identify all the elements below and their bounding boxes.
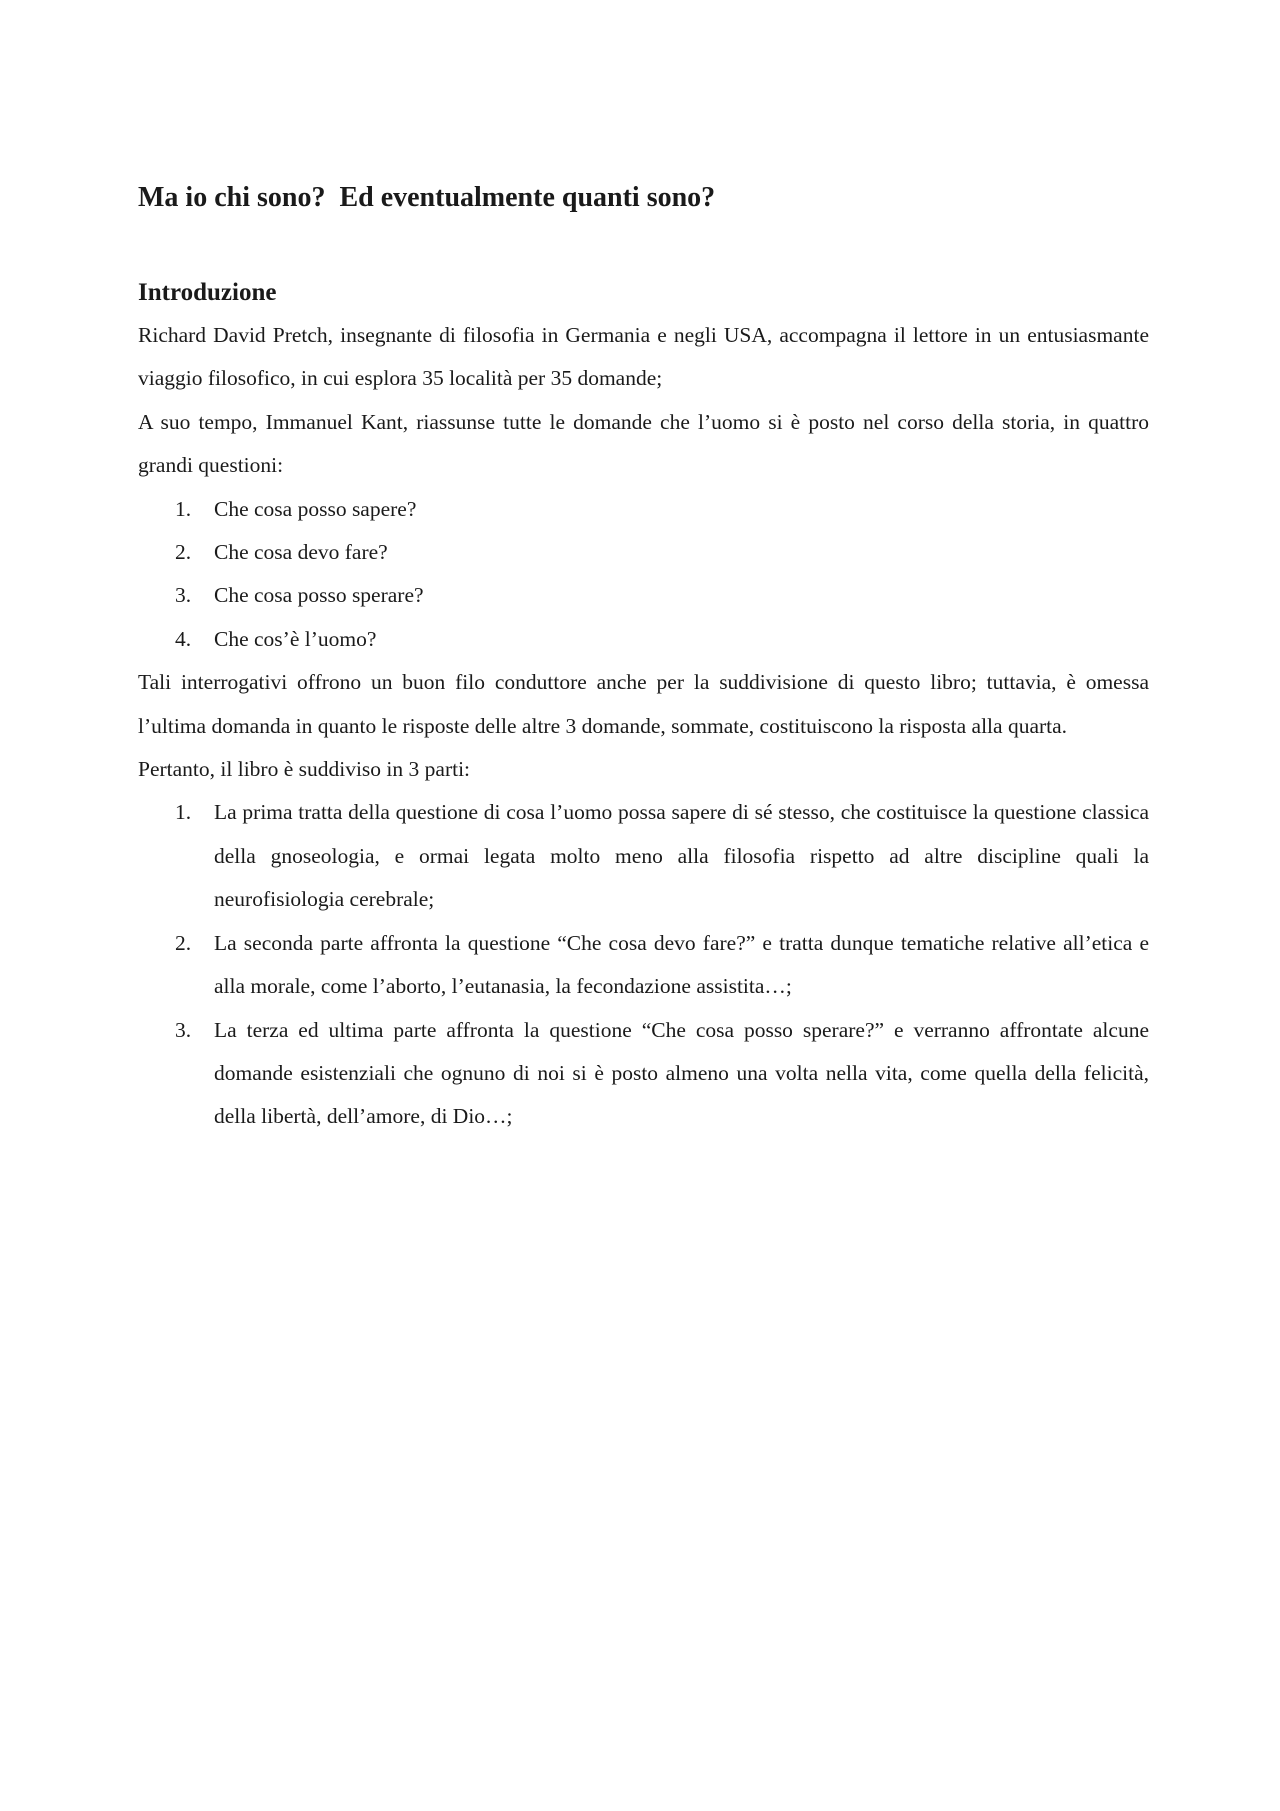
list-item-number: 3.	[175, 1017, 192, 1042]
list-item	[138, 574, 1149, 617]
list-item-text: La prima tratta della questione di cosa l’uomo possa sapere di sé stesso, che costituisce la questione classica della gnoseologia, e ormai legata molto meno alla filosofia rispetto ad altre discipline quali la neurofisiologia cerebrale;	[214, 800, 1149, 912]
list-item-number: 2.	[175, 540, 192, 565]
section-heading: Introduzione	[138, 279, 277, 306]
list-item-text: Che cosa posso sperare?	[214, 583, 424, 608]
list-item-number: 1.	[175, 800, 192, 825]
kant-questions-list	[138, 488, 1149, 662]
document-title: Ma io chi sono? Ed eventualmente quanti sono?	[138, 182, 716, 213]
book-parts-list	[138, 791, 1149, 1138]
list-item-number: 4.	[175, 626, 192, 651]
list-item-text: Che cosa posso sapere?	[214, 496, 417, 521]
list-item-text: La seconda parte affronta la questione “Che cosa devo fare?” e tratta dunque tematiche relative all’etica e alla morale, come l’aborto, l’eutanasia, la fecondazione assistita…;	[214, 930, 1149, 999]
questions-paragraph: Tali interrogativi offrono un buon filo conduttore anche per la suddivisione di questo libro; tuttavia, è omessa l’ultima domanda in quanto le risposte delle altre 3 domande, sommate, costituiscono la risposta alla quarta.	[138, 670, 1149, 738]
list-item-number: 3.	[175, 583, 192, 608]
document-content	[138, 170, 1149, 1139]
list-item	[138, 618, 1149, 661]
list-item-number: 1.	[175, 496, 192, 521]
kant-paragraph: A suo tempo, Immanuel Kant, riassunse tutte le domande che l’uomo si è posto nel corso della storia, in quattro grandi questioni:	[138, 409, 1149, 478]
intro-paragraph: Richard David Pretch, insegnante di filosofia in Germania e negli USA, accompagna il lettore in un entusiasmante viaggio filosofico, in cui esplora 35 località per 35 domande;	[138, 323, 1149, 391]
list-item-text: La terza ed ultima parte affronta la questione “Che cosa posso sperare?” e verranno affrontate alcune domande esistenziali che ognuno di noi si è posto almeno una volta nella vita, come quella della felicità, della libertà, dell’amore, di Dio…;	[214, 1017, 1149, 1129]
list-item-text: Che cos’è l’uomo?	[214, 626, 377, 651]
list-item-number: 2.	[175, 930, 192, 955]
list-item	[138, 922, 1149, 1009]
list-item	[138, 488, 1149, 531]
list-item	[138, 791, 1149, 921]
list-item-text: Che cosa devo fare?	[214, 540, 388, 565]
list-item	[138, 1009, 1149, 1139]
book-structure-paragraph: Pertanto, il libro è suddiviso in 3 parti:	[138, 757, 471, 782]
list-item	[138, 531, 1149, 574]
